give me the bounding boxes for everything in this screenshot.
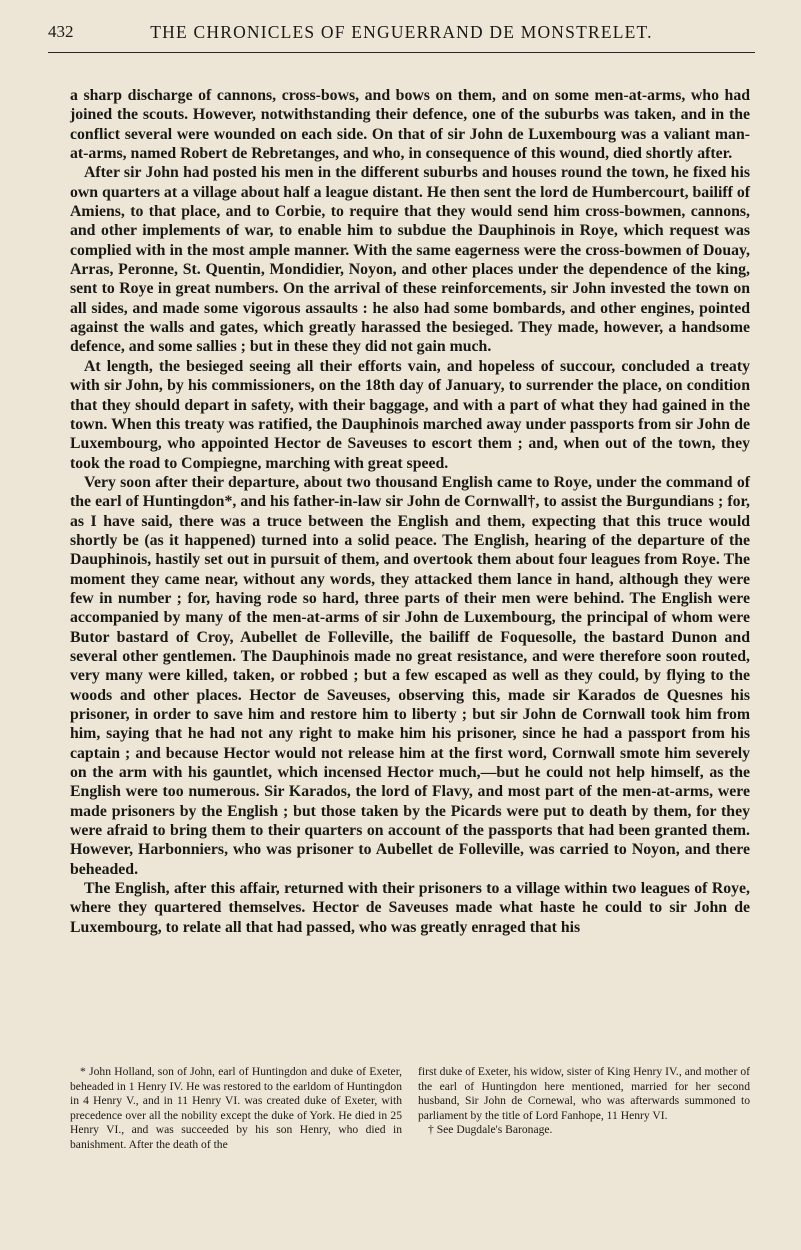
footnote-john-holland: * John Holland, son of John, earl of Huntingdon and duke of Exeter, beheaded in 1 Henry IV. He was restored to the earldom of Huntingdon in 4 Henry V., and in 11 Henry VI. was created duke of Exeter, with precedence over all the nobility except the duke of York. He died in 25 Henry VI., and was succeeded by his son Henry, who died in banishment. After the death of the (70, 1065, 402, 1151)
page-header (48, 22, 755, 53)
footnotes (70, 1065, 750, 1152)
paragraph: After sir John had posted his men in the different suburbs and houses round the town, he fixed his own quarters at a village about half a league distant. He then sent the lord de Humbercourt, bailiff of Amiens, to that place, and to Corbie, to require that they would send him cross-bowmen, cannons, and other implements of war, to enable him to subdue the Dauphinois in Roye, which request was complied with in the most ample manner. With the same eagerness were the cross-bowmen of Douay, Arras, Peronne, St. Quentin, Mondidier, Noyon, and other places under the dependence of the king, sent to Roye in great numbers. On the arrival of these reinforcements, sir John invested the town on all sides, and made some vigorous assaults : he also had some bombards, and other engines, pointed against the walls and gates, which greatly harassed the besieged. They made, however, a handsome defence, and some sallies ; but in these they did not gain much. (70, 164, 750, 356)
paragraph: The English, after this affair, returned with their prisoners to a village within two leagues of Roye, where they quartered themselves. Hector de Saveuses made what haste he could to sir John de Luxembourg, to relate all that had passed, who was greatly enraged that his (70, 880, 750, 936)
footnote-column-left (70, 1065, 402, 1152)
footnote-continuation: first duke of Exeter, his widow, sister of King Henry IV., and mother of the earl of Huntingdon here mentioned, married for her second husband, Sir John de Cornewal, who was afterwards summoned to parliament by the title of Lord Fanhope, 11 Henry VI. (418, 1065, 750, 1122)
footnote-column-right (418, 1065, 750, 1152)
paragraph: a sharp discharge of cannons, cross-bows, and bows on them, and on some men-at-arms, who had joined the scouts. However, notwithstanding their defence, one of the suburbs was taken, and in the conflict several were wounded on each side. On that of sir John de Luxembourg was a valiant man-at-arms, named Robert de Rebretanges, and who, in consequence of this wound, died shortly after. (70, 87, 750, 163)
paragraph: At length, the besieged seeing all their efforts vain, and hopeless of succour, concluded a treaty with sir John, by his commissioners, on the 18th day of January, to surrender the place, on condition that they should depart in safety, with their baggage, and with a part of what they had gained in the town. When this treaty was ratified, the Dauphinois marched away under passports from sir John de Luxembourg, who appointed Hector de Saveuses to escort them ; and, when out of the town, they took the road to Compiegne, marching with great speed. (70, 357, 750, 472)
footnote-dugdale: † See Dugdale's Baronage. (428, 1123, 553, 1136)
body-text (70, 86, 750, 937)
running-head: THE CHRONICLES OF ENGUERRAND DE MONSTRELET. (150, 22, 653, 42)
page-number: 432 (48, 22, 74, 41)
paragraph: Very soon after their departure, about two thousand English came to Roye, under the command of the earl of Huntingdon*, and his father-in-law sir John de Cornwall†, to assist the Burgundians ; for, as I have said, there was a truce between the English and them, expecting that this truce would shortly be (as it happened) turned into a solid peace. The English, hearing of the departure of the Dauphinois, hastily set out in pursuit of them, and overtook them about four leagues from Roye. The moment they came near, without any words, they attacked them lance in hand, although they were few in number ; for, having rode so hard, three parts of their men were behind. The English were accompanied by many of the men-at-arms of sir John de Luxembourg, the principal of whom were Butor bastard of Croy, Aubellet de Folleville, the bailiff de Foquesolle, the bastard Dunon and several other gentlemen. The Dauphinois made no great resistance, and were therefore soon routed, very many were killed, taken, or robbed ; but a few escaped as well as they could, by flying to the woods and other places. Hector de Saveuses, observing this, made sir Karados de Quesnes his prisoner, in order to save him and restore him to liberty ; but sir John de Cornwall took him from him, saying that he had not any right to make him his prisoner, since he had a passport from his captain ; and because Hector would not release him at the first word, Cornwall smote him severely on the arm with his gauntlet, which incensed Hector much,—but he could not help himself, as the English were too numerous. Sir Karados, the lord of Flavy, and most part of the men-at-arms, were made prisoners by the English ; but those taken by the Picards were put to death by them, for they were afraid to bring them to their quarters on account of the passports that had been granted them. However, Harbonniers, who was prisoner to Aubellet de Folleville, was carried to Noyon, and there beheaded. (70, 473, 750, 878)
